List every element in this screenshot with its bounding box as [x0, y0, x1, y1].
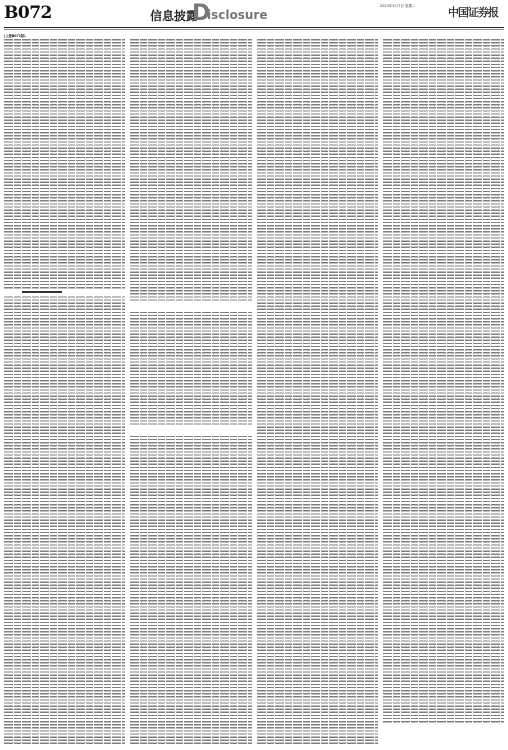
paragraph-gap — [383, 724, 504, 746]
page-number: B072 — [4, 3, 52, 23]
section-title-initial: D — [192, 1, 211, 26]
subheading-mark — [22, 291, 62, 293]
publication-date: 2013年5月7日 星期二 — [380, 4, 416, 8]
text-column-4 — [383, 34, 504, 746]
paragraph-gap — [130, 426, 251, 436]
header-rule-thin — [4, 29, 504, 30]
body-text-block — [257, 39, 378, 746]
body-text-block — [130, 39, 251, 746]
newspaper-masthead: 中国证券报 — [448, 6, 498, 19]
page-header — [0, 0, 508, 26]
text-column-3 — [257, 34, 378, 746]
body-text-block — [4, 39, 125, 746]
section-title-cn: 信息披露 — [150, 9, 199, 23]
header-rule — [4, 27, 504, 28]
column-continuation-note: (上接B071版) — [4, 34, 26, 38]
text-column-2 — [130, 34, 251, 746]
body-text-block — [383, 39, 504, 746]
paragraph-gap — [130, 302, 251, 310]
text-column-1 — [4, 34, 125, 746]
article-columns — [4, 34, 504, 746]
section-title-en: isclosure — [207, 8, 268, 22]
